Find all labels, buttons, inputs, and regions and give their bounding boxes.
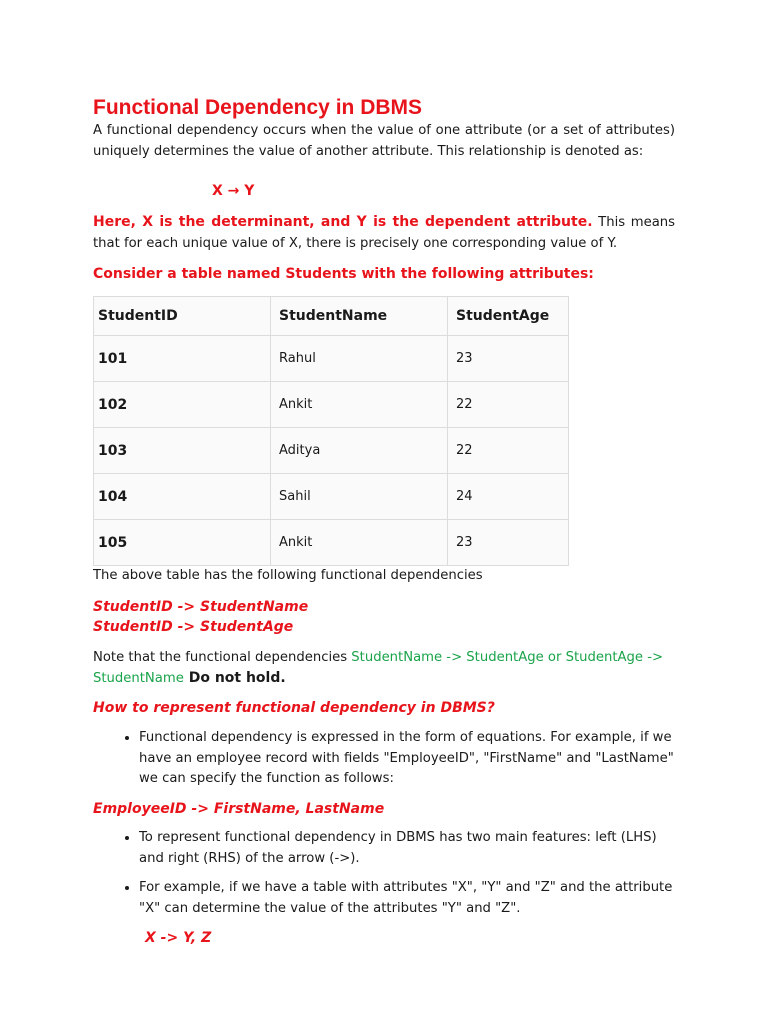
cell-name: Sahil xyxy=(271,474,448,520)
cell-id: 101 xyxy=(94,336,271,382)
cell-name: Rahul xyxy=(271,336,448,382)
header-studentage: StudentAge xyxy=(448,297,569,336)
how-heading: How to represent functional dependency in DBMS? xyxy=(93,699,495,716)
note-suffix: Do not hold. xyxy=(183,670,286,686)
cell-age: 22 xyxy=(448,382,569,428)
cell-id: 102 xyxy=(94,382,271,428)
page-title: Functional Dependency in DBMS xyxy=(93,96,423,119)
header-studentid: StudentID xyxy=(94,297,271,336)
cell-id: 103 xyxy=(94,428,271,474)
cell-age: 24 xyxy=(448,474,569,520)
table-row xyxy=(94,336,569,382)
table-row xyxy=(94,474,569,520)
cell-name: Ankit xyxy=(271,520,448,566)
table-row xyxy=(94,382,569,428)
list-item: • To represent functional dependency in DBMS has two main features: left (LHS) and right (RHS) of the arrow (->). xyxy=(139,828,675,869)
note-prefix: Note that the functional dependencies xyxy=(93,649,352,665)
xyz-dependency: X -> Y, Z xyxy=(145,930,212,946)
explanation-text: This means that for each unique value of X, there is precisely one corresponding value of Y. xyxy=(93,215,675,251)
after-table-text: The above table has the following functional dependencies xyxy=(93,568,483,583)
cell-name: Aditya xyxy=(271,428,448,474)
cell-name: Ankit xyxy=(271,382,448,428)
notation-formula: X → Y xyxy=(212,183,255,199)
cell-age: 23 xyxy=(448,520,569,566)
cell-id: 104 xyxy=(94,474,271,520)
employee-dependency: EmployeeID -> FirstName, LastName xyxy=(93,800,385,817)
table-row xyxy=(94,428,569,474)
table-row xyxy=(94,520,569,566)
dependency-1: StudentID -> StudentName xyxy=(93,598,309,615)
table-heading: Consider a table named Students with the following attributes: xyxy=(93,266,594,282)
header-studentname: StudentName xyxy=(271,297,448,336)
intro-paragraph: A functional dependency occurs when the value of one attribute (or a set of attributes) uniquely determines the value of another attribute. This relationship is denoted as: xyxy=(93,123,675,159)
cell-age: 22 xyxy=(448,428,569,474)
note-paragraph xyxy=(93,648,675,690)
explanation-paragraph xyxy=(93,212,675,254)
cell-age: 23 xyxy=(448,336,569,382)
list-item: • For example, if we have a table with attributes "X", "Y" and "Z" and the attribute "X" can determine the value of the attributes "Y" and "Z". xyxy=(139,878,675,919)
explanation-highlight: Here, X is the determinant, and Y is the dependent attribute. xyxy=(93,214,593,230)
document-page xyxy=(93,95,675,949)
note-dependencies: StudentName -> StudentAge or StudentAge -> StudentName xyxy=(93,649,664,686)
cell-id: 105 xyxy=(94,520,271,566)
students-table xyxy=(93,296,569,566)
table-header-row xyxy=(94,297,569,336)
list-item: • Functional dependency is expressed in the form of equations. For example, if we have an employee record with fields "EmployeeID", "FirstName" and "LastName" we can specify the function as follows: xyxy=(139,728,675,790)
bullet-list-2 xyxy=(93,828,675,919)
dependency-2: StudentID -> StudentAge xyxy=(93,619,294,635)
bullet-list-1 xyxy=(93,728,675,790)
